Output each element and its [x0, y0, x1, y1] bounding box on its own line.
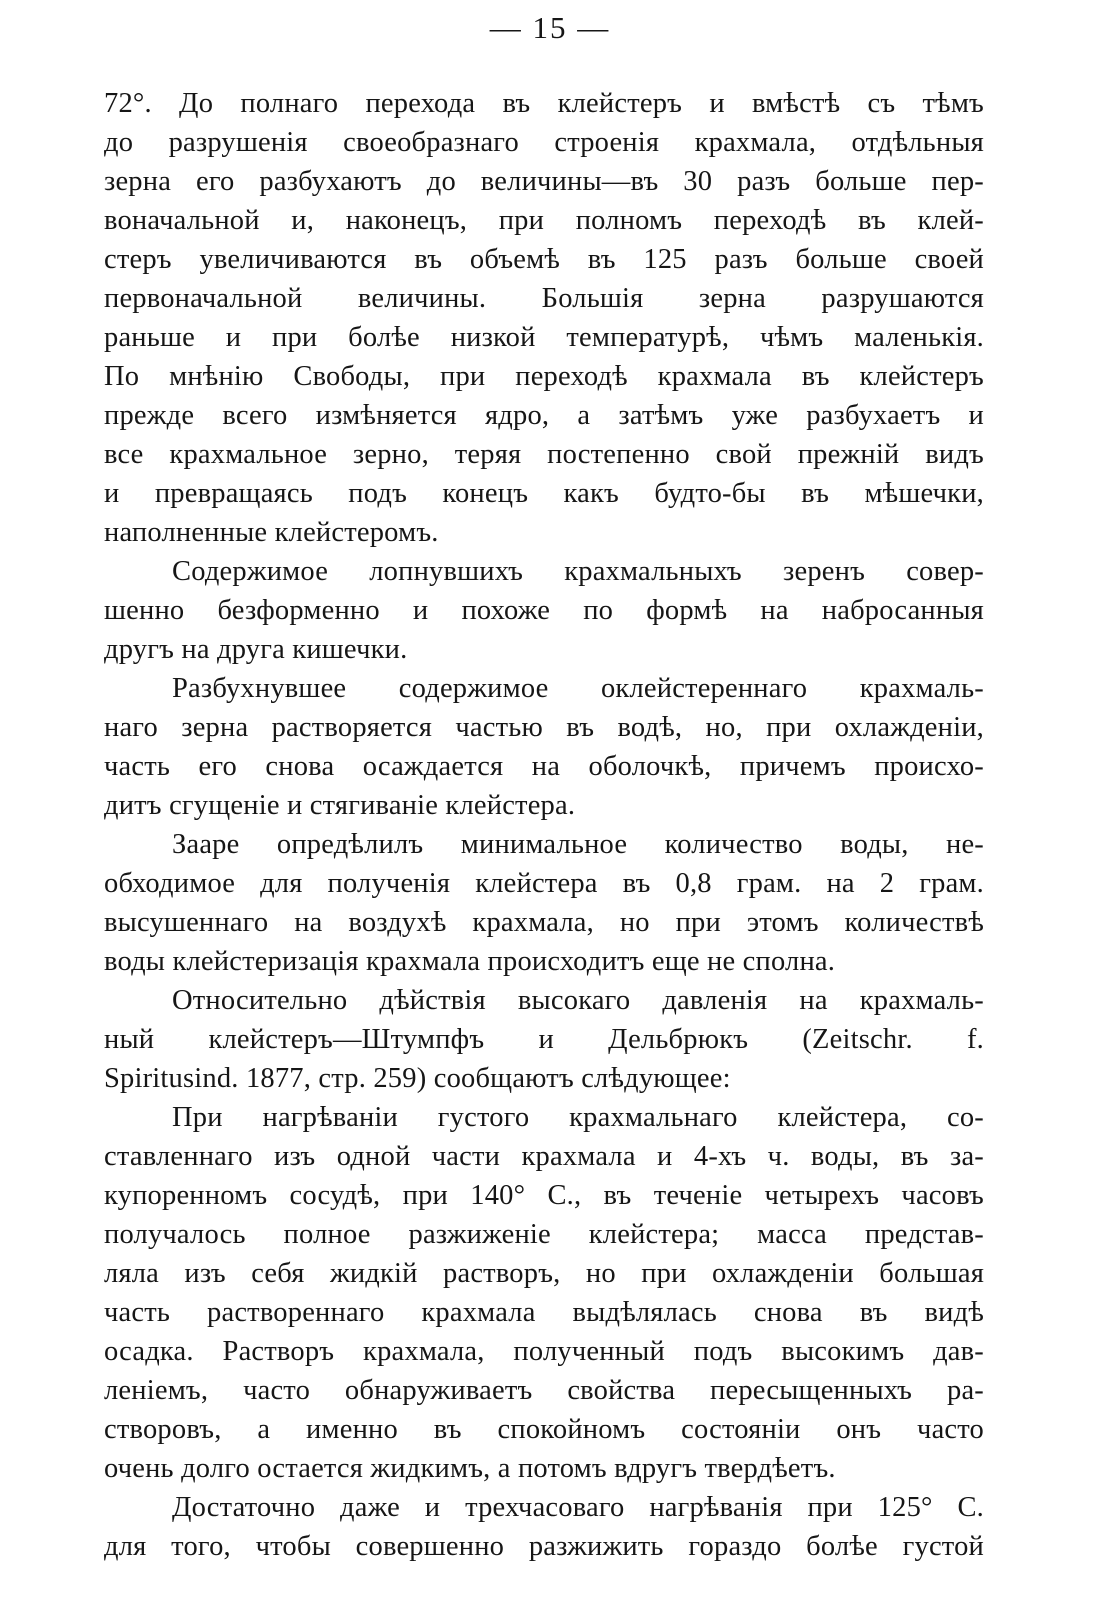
text-line: ный клейстеръ—Штумпфъ и Дельбрюкъ (Zeitschr. f. — [104, 1024, 984, 1055]
text-line: Достаточно даже и трехчасоваго нагрѣванія при 125° С. — [172, 1492, 984, 1523]
text-line: осадка. Растворъ крахмала, полученный подъ высокимъ дав- — [104, 1336, 984, 1367]
text-line: все крахмальное зерно, теряя постепенно свой прежній видъ — [104, 439, 984, 470]
page-number: — 15 — — [489, 10, 611, 45]
text-line: Разбухнувшее содержимое оклейстереннаго крахмаль- — [172, 673, 984, 704]
text-line: Заарe опредѣлилъ минимальное количество воды, не- — [172, 829, 984, 860]
text-line: При нагрѣваніи густого крахмальнаго клейстера, со- — [172, 1102, 984, 1133]
text-line: часть его снова осаждается на оболочкѣ, причемъ происхо- — [104, 751, 984, 782]
text-line: очень долго остается жидкимъ, а потомъ вдругъ твердѣетъ. — [104, 1453, 836, 1484]
page-body-text — [104, 84, 984, 1566]
text-line: зерна его разбухаютъ до величины—въ 30 разъ больше пер- — [104, 166, 984, 197]
text-line: получалось полное разжиженіе клейстера; масса представ- — [104, 1219, 984, 1250]
text-line: купоренномъ сосудѣ, при 140° С., въ теченіе четырехъ часовъ — [104, 1180, 984, 1211]
text-line: стеръ увеличиваются въ объемѣ въ 125 разъ больше своей — [104, 244, 984, 275]
text-line: ляла изъ себя жидкій растворъ, но при охлажденіи большая — [104, 1258, 984, 1289]
text-line: Относительно дѣйствія высокаго давленія на крахмаль- — [172, 985, 984, 1016]
text-line: высушеннаго на воздухѣ крахмала, но при этомъ количествѣ — [104, 907, 984, 938]
text-line: воначальной и, наконецъ, при полномъ переходѣ въ клей- — [104, 205, 984, 236]
text-line: обходимое для полученія клейстера въ 0,8 грам. на 2 грам. — [104, 868, 984, 899]
text-line: для того, чтобы совершенно разжижить гораздо болѣе густой — [104, 1531, 984, 1562]
text-line: дитъ сгущеніе и стягиваніе клейстера. — [104, 790, 576, 821]
text-line: и превращаясь подъ конецъ какъ будто-бы въ мѣшечки, — [104, 478, 984, 509]
text-line: наполненные клейстеромъ. — [104, 517, 439, 548]
text-line: другъ на друга кишечки. — [104, 634, 408, 665]
text-line: воды клейстеризація крахмала происходитъ еще не сполна. — [104, 946, 836, 977]
text-line: леніемъ, часто обнаруживаетъ свойства пересыщенныхъ ра- — [104, 1375, 984, 1406]
text-line: раньше и при болѣе низкой температурѣ, чѣмъ маленькія. — [104, 322, 984, 353]
text-line: до разрушенія своеобразнаго строенія крахмала, отдѣльныя — [104, 127, 984, 158]
text-line: Содержимое лопнувшихъ крахмальныхъ зеренъ совер- — [172, 556, 984, 587]
text-line: 72°. До полнаго перехода въ клейстеръ и вмѣстѣ съ тѣмъ — [104, 88, 984, 119]
text-line: Spiritusind. 1877, стр. 259) сообщаютъ слѣдующее: — [104, 1063, 731, 1094]
text-line: прежде всего измѣняется ядро, а затѣмъ уже разбухаетъ и — [104, 400, 984, 431]
text-line: створовъ, а именно въ спокойномъ состояніи онъ часто — [104, 1414, 984, 1445]
text-line: шенно безформенно и похоже по формѣ на набросанныя — [104, 595, 984, 626]
text-line: часть раствореннаго крахмала выдѣлялась снова въ видѣ — [104, 1297, 984, 1328]
text-line: первоначальной величины. Большія зерна разрушаются — [104, 283, 984, 314]
text-line: наго зерна растворяется частью въ водѣ, но, при охлажденіи, — [104, 712, 984, 743]
text-line: По мнѣнію Свободы, при переходѣ крахмала въ клейстеръ — [104, 361, 984, 392]
text-line: ставленнаго изъ одной части крахмала и 4-хъ ч. воды, въ за- — [104, 1141, 984, 1172]
